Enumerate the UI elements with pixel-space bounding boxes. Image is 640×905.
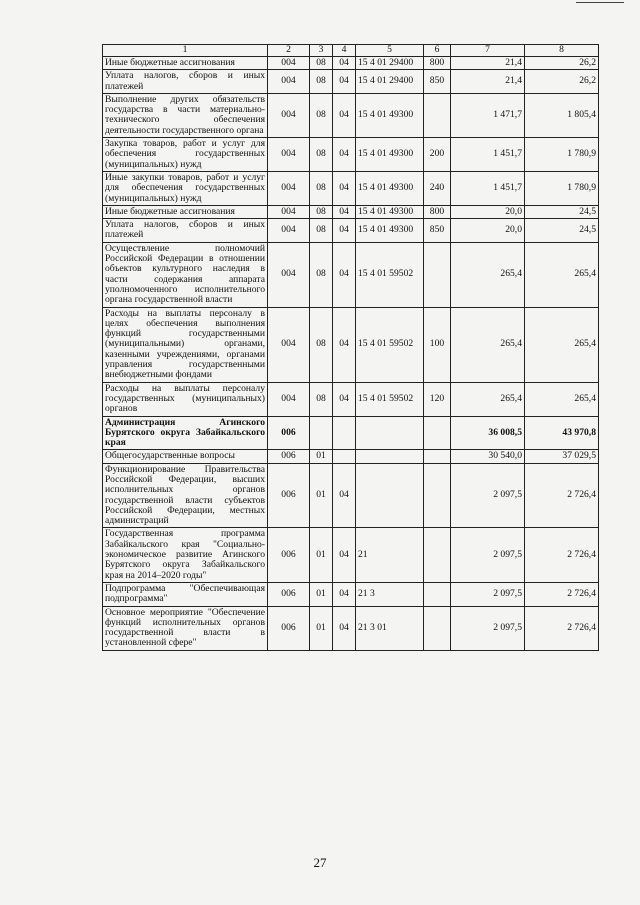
amount-year1-cell: 20,0 — [451, 219, 525, 243]
subsection-cell: 04 — [333, 242, 356, 307]
amount-year1-cell: 265,4 — [451, 382, 525, 416]
column-header: 2 — [268, 45, 310, 57]
subsection-cell: 04 — [333, 138, 356, 172]
subsection-cell — [333, 416, 356, 450]
admin-code-cell: 004 — [268, 382, 310, 416]
row-name-cell: Иные закупки товаров, работ и услуг для обеспечения государственных (муниципальных) нужд — [103, 171, 268, 205]
subsection-cell: 04 — [333, 219, 356, 243]
admin-code-cell: 004 — [268, 219, 310, 243]
table-row — [103, 582, 599, 606]
subsection-cell: 04 — [333, 57, 356, 70]
admin-code-cell: 006 — [268, 528, 310, 582]
column-header: 5 — [356, 45, 424, 57]
row-name-cell: Подпрограмма "Обеспечивающая подпрограмма" — [103, 582, 268, 606]
subsection-cell: 04 — [333, 606, 356, 650]
table-row — [103, 242, 599, 307]
subsection-cell: 04 — [333, 582, 356, 606]
amount-year2-cell: 265,4 — [525, 242, 599, 307]
section-cell: 08 — [310, 307, 333, 382]
expense-type-cell: 120 — [424, 382, 451, 416]
subsection-cell: 04 — [333, 70, 356, 94]
expense-type-cell: 850 — [424, 219, 451, 243]
table-row — [103, 57, 599, 70]
subsection-cell: 04 — [333, 93, 356, 137]
table-row — [103, 93, 599, 137]
amount-year2-cell: 2 726,4 — [525, 463, 599, 528]
target-article-cell: 21 3 — [356, 582, 424, 606]
admin-code-cell: 006 — [268, 463, 310, 528]
expense-type-cell: 100 — [424, 307, 451, 382]
amount-year1-cell: 1 451,7 — [451, 171, 525, 205]
amount-year1-cell: 1 451,7 — [451, 138, 525, 172]
target-article-cell — [356, 463, 424, 528]
amount-year1-cell: 36 008,5 — [451, 416, 525, 450]
table-row — [103, 382, 599, 416]
amount-year1-cell: 265,4 — [451, 242, 525, 307]
amount-year2-cell: 24,5 — [525, 219, 599, 243]
column-header: 1 — [103, 45, 268, 57]
row-name-cell: Уплата налогов, сборов и иных платежей — [103, 70, 268, 94]
amount-year1-cell: 265,4 — [451, 307, 525, 382]
table-row — [103, 450, 599, 463]
admin-code-cell: 004 — [268, 205, 310, 218]
table-row — [103, 528, 599, 582]
amount-year2-cell: 265,4 — [525, 307, 599, 382]
section-cell: 01 — [310, 450, 333, 463]
subsection-cell — [333, 450, 356, 463]
target-article-cell — [356, 416, 424, 450]
amount-year1-cell: 30 540,0 — [451, 450, 525, 463]
subsection-cell: 04 — [333, 307, 356, 382]
expense-type-cell: 850 — [424, 70, 451, 94]
expense-type-cell — [424, 450, 451, 463]
target-article-cell: 15 4 01 29400 — [356, 70, 424, 94]
section-cell: 08 — [310, 57, 333, 70]
subsection-cell: 04 — [333, 463, 356, 528]
amount-year1-cell: 2 097,5 — [451, 606, 525, 650]
row-name-cell: Иные бюджетные ассигнования — [103, 205, 268, 218]
admin-code-cell: 006 — [268, 606, 310, 650]
column-header: 8 — [525, 45, 599, 57]
target-article-cell: 15 4 01 59502 — [356, 242, 424, 307]
column-header: 6 — [424, 45, 451, 57]
section-cell: 08 — [310, 138, 333, 172]
admin-code-cell: 004 — [268, 307, 310, 382]
section-cell: 08 — [310, 382, 333, 416]
expense-type-cell: 800 — [424, 205, 451, 218]
amount-year1-cell: 2 097,5 — [451, 463, 525, 528]
row-name-cell: Выполнение других обязательств государства в части материально-технического обеспечения деятельности государственного органа — [103, 93, 268, 137]
target-article-cell: 15 4 01 49300 — [356, 205, 424, 218]
table-row — [103, 171, 599, 205]
expense-type-cell — [424, 93, 451, 137]
table-row — [103, 416, 599, 450]
subsection-cell: 04 — [333, 171, 356, 205]
table-row — [103, 219, 599, 243]
column-header: 3 — [310, 45, 333, 57]
target-article-cell: 15 4 01 49300 — [356, 93, 424, 137]
expense-type-cell: 240 — [424, 171, 451, 205]
section-cell: 08 — [310, 205, 333, 218]
section-cell: 08 — [310, 93, 333, 137]
admin-code-cell: 006 — [268, 582, 310, 606]
amount-year2-cell: 1 780,9 — [525, 171, 599, 205]
table-row — [103, 138, 599, 172]
amount-year2-cell: 1 780,9 — [525, 138, 599, 172]
amount-year2-cell: 2 726,4 — [525, 606, 599, 650]
row-name-cell: Администрация Агинского Бурятского округа Забайкальского края — [103, 416, 268, 450]
target-article-cell: 15 4 01 29400 — [356, 57, 424, 70]
target-article-cell: 15 4 01 49300 — [356, 138, 424, 172]
target-article-cell: 15 4 01 49300 — [356, 171, 424, 205]
expense-type-cell — [424, 416, 451, 450]
target-article-cell: 15 4 01 59502 — [356, 307, 424, 382]
amount-year2-cell: 2 726,4 — [525, 528, 599, 582]
amount-year2-cell: 37 029,5 — [525, 450, 599, 463]
expense-type-cell — [424, 606, 451, 650]
subsection-cell: 04 — [333, 205, 356, 218]
expense-type-cell — [424, 463, 451, 528]
page-number: 27 — [313, 855, 327, 870]
section-cell: 08 — [310, 171, 333, 205]
amount-year1-cell: 2 097,5 — [451, 528, 525, 582]
column-header: 4 — [333, 45, 356, 57]
table-row — [103, 463, 599, 528]
expense-type-cell — [424, 242, 451, 307]
amount-year2-cell: 2 726,4 — [525, 582, 599, 606]
row-name-cell: Уплата налогов, сборов и иных платежей — [103, 219, 268, 243]
target-article-cell: 15 4 01 59502 — [356, 382, 424, 416]
row-name-cell: Функционирование Правительства Российской Федерации, высших исполнительных органов государственной власти субъектов Российской Федерации, местных администраций — [103, 463, 268, 528]
expense-type-cell — [424, 528, 451, 582]
column-header: 7 — [451, 45, 525, 57]
admin-code-cell: 004 — [268, 242, 310, 307]
amount-year2-cell: 24,5 — [525, 205, 599, 218]
table-body — [103, 57, 599, 651]
table-row — [103, 70, 599, 94]
row-name-cell: Государственная программа Забайкальского края "Социально-экономическое развитие Агинского Бурятского округа Забайкальского края на 2014–2020 годы" — [103, 528, 268, 582]
row-name-cell: Общегосударственные вопросы — [103, 450, 268, 463]
amount-year2-cell: 26,2 — [525, 57, 599, 70]
section-cell: 01 — [310, 463, 333, 528]
section-cell: 01 — [310, 528, 333, 582]
table-row — [103, 205, 599, 218]
amount-year2-cell: 26,2 — [525, 70, 599, 94]
admin-code-cell: 004 — [268, 93, 310, 137]
section-cell: 01 — [310, 606, 333, 650]
target-article-cell — [356, 450, 424, 463]
admin-code-cell: 004 — [268, 70, 310, 94]
admin-code-cell: 004 — [268, 171, 310, 205]
amount-year1-cell: 21,4 — [451, 57, 525, 70]
subsection-cell: 04 — [333, 528, 356, 582]
row-name-cell: Закупка товаров, работ и услуг для обеспечения государственных (муниципальных) нужд — [103, 138, 268, 172]
header-row — [103, 45, 599, 57]
top-rule — [576, 2, 624, 3]
table-row — [103, 307, 599, 382]
row-name-cell: Основное мероприятие "Обеспечение функций исполнительных органов государственной власти в установленной сфере" — [103, 606, 268, 650]
row-name-cell: Осуществление полномочий Российской Федерации в отношении объектов культурного наследия в части содержания аппарата уполномоченного исполнительного органа государственной власти — [103, 242, 268, 307]
amount-year2-cell: 43 970,8 — [525, 416, 599, 450]
row-name-cell: Расходы на выплаты персоналу государственных (муниципальных) органов — [103, 382, 268, 416]
section-cell: 08 — [310, 219, 333, 243]
expense-type-cell: 800 — [424, 57, 451, 70]
section-cell: 08 — [310, 70, 333, 94]
amount-year1-cell: 2 097,5 — [451, 582, 525, 606]
admin-code-cell: 004 — [268, 138, 310, 172]
amount-year1-cell: 20,0 — [451, 205, 525, 218]
amount-year1-cell: 1 471,7 — [451, 93, 525, 137]
section-cell: 01 — [310, 582, 333, 606]
admin-code-cell: 006 — [268, 416, 310, 450]
row-name-cell: Иные бюджетные ассигнования — [103, 57, 268, 70]
amount-year2-cell: 1 805,4 — [525, 93, 599, 137]
section-cell — [310, 416, 333, 450]
row-name-cell: Расходы на выплаты персоналу в целях обеспечения выполнения функций государственными (муниципальными) органами, казенными учреждениями, органами управления государственными внебюджетными фондами — [103, 307, 268, 382]
amount-year1-cell: 21,4 — [451, 70, 525, 94]
target-article-cell: 15 4 01 49300 — [356, 219, 424, 243]
subsection-cell: 04 — [333, 382, 356, 416]
table-row — [103, 606, 599, 650]
expense-type-cell: 200 — [424, 138, 451, 172]
target-article-cell: 21 — [356, 528, 424, 582]
budget-table — [102, 44, 599, 651]
amount-year2-cell: 265,4 — [525, 382, 599, 416]
target-article-cell: 21 3 01 — [356, 606, 424, 650]
admin-code-cell: 006 — [268, 450, 310, 463]
admin-code-cell: 004 — [268, 57, 310, 70]
expense-type-cell — [424, 582, 451, 606]
section-cell: 08 — [310, 242, 333, 307]
